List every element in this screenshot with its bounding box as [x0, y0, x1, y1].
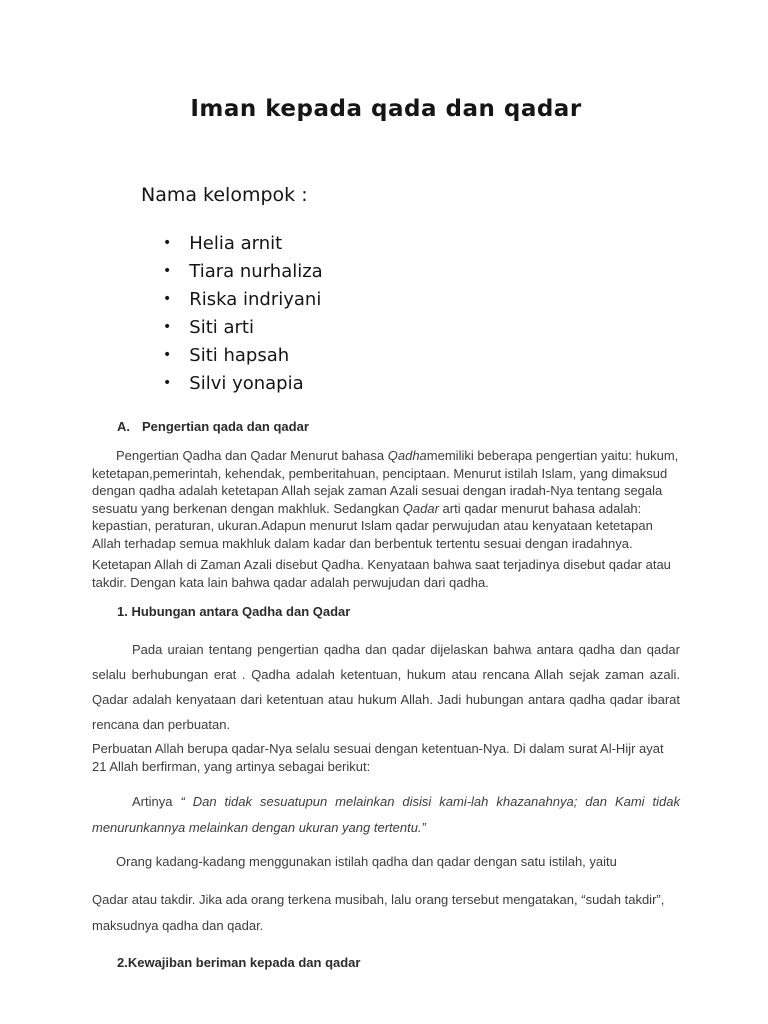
bullet-icon: •: [163, 319, 172, 335]
member-name: Riska indriyani: [189, 288, 322, 310]
page-title: Iman kepada qada dan qadar: [190, 96, 582, 122]
section-title: Pengertian qada dan qadar: [142, 419, 309, 434]
group-name-label: Nama kelompok :: [141, 184, 308, 206]
bullet-icon: •: [163, 263, 172, 279]
list-item: [163, 257, 680, 285]
list-item: [163, 285, 680, 313]
subsection-2-heading: 2.Kewajiban beriman kepada dan qadar: [117, 954, 361, 970]
paragraph-istilah: Orang kadang-kadang menggunakan istilah qadha dan qadar dengan satu istilah, yaitu: [116, 854, 617, 869]
paragraph-hubungan: Pada uraian tentang pengertian qadha dan qadar dijelaskan bahwa antara qadha dan qadar selalu berhubungan erat . Qadha adalah ketentuan, hukum atau rencana Allah sejak zaman azali. Qadar adalah kenyataan dari ketentuan atau hukum Allah. Jadi hubungan antara qadha qadar ibarat rencana dan perbuatan.: [92, 642, 680, 732]
member-list: [92, 229, 680, 397]
member-name: Helia arnit: [189, 232, 283, 254]
text-run: memiliki beberapa pengertian yaitu: hukum, ketetapan,pemerintah, kehendak, pemberitahuan, penciptaan. Menurut istilah Islam, yang dimaksud dengan qadha adalah ketetapan Allah sejak zaman Azali sesuai dengan iradah-Nya tentang segala sesuatu yang berkenan dengan makhluk. Sedangkan: [92, 448, 679, 516]
member-name: Siti arti: [189, 316, 254, 338]
list-item: [163, 341, 680, 369]
list-item: [163, 313, 680, 341]
list-item: [163, 369, 680, 397]
bullet-icon: •: [163, 347, 172, 363]
list-item: [163, 229, 680, 257]
member-name: Silvi yonapia: [189, 372, 304, 394]
quote-text: “ Dan tidak sesuatupun melainkan disisi kami-lah khazanahnya; dan Kami tidak menurunkannya melainkan dengan ukuran yang tertentu.”: [92, 794, 680, 835]
member-name: Siti hapsah: [189, 344, 290, 366]
section-letter: A.: [117, 419, 130, 434]
paragraph-perbuatan: Perbuatan Allah berupa qadar-Nya selalu sesuai dengan ketentuan-Nya. Di dalam surat Al-Hijr ayat 21 Allah berfirman, yang artinya sebagai berikut:: [92, 741, 664, 774]
text-run-italic: Qadar: [402, 500, 439, 516]
quote-paragraph: [92, 789, 680, 841]
text-run-italic: Qadha: [387, 448, 427, 463]
paragraph-pengertian: [92, 447, 680, 552]
text-run: Pengertian Qadha dan Qadar Menurut bahasa: [116, 448, 388, 463]
text-run: arti qadar menurut bahasa adalah: kepastian, peraturan, ukuran.Adapun menurut Islam qadar perwujudan atau kenyataan ketetapan Allah terhadap semua makhluk dalam kadar dan berbentuk tertentu sesuai dengan iradahnya.: [92, 500, 653, 551]
section-a-heading: [117, 419, 680, 435]
bullet-icon: •: [163, 291, 172, 307]
paragraph-ketetapan: Ketetapan Allah di Zaman Azali disebut Qadha. Kenyataan bahwa saat terjadinya disebut qadar atau takdir. Dengan kata lain bahwa qadar adalah perwujudan dari qadha.: [92, 557, 671, 590]
bullet-icon: •: [163, 375, 172, 391]
subsection-1-heading: 1. Hubungan antara Qadha dan Qadar: [117, 604, 351, 619]
paragraph-takdir: Qadar atau takdir. Jika ada orang terkena musibah, lalu orang tersebut mengatakan, “sudah takdir”, maksudnya qadha dan qadar.: [92, 891, 665, 933]
quote-prefix: Artinya: [132, 794, 181, 809]
bullet-icon: •: [163, 235, 172, 251]
member-name: Tiara nurhaliza: [189, 260, 323, 282]
